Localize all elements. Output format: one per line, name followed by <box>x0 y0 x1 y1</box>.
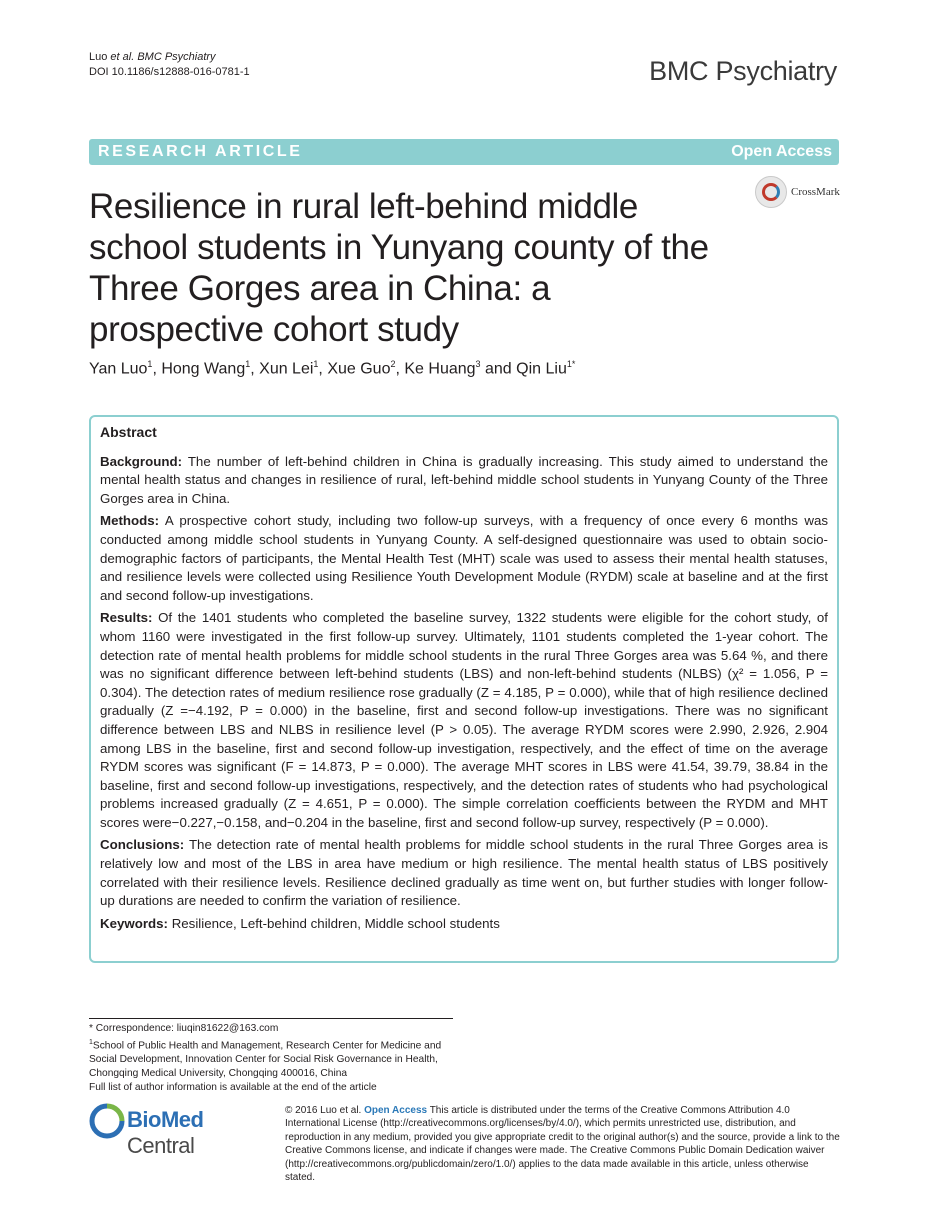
license-text: This article is distributed under the terms of the Creative Commons Attribution 4.0 International License (http://creativecommons.org/licenses/by/4.0/), which permits unrestricted use, distribution, and reproduction in any medium, provided you give appropriate credit to the original author(s) and the source, provide a link to the Creative Commons license, and indicate if changes were made. The Creative Commons Public Domain Dedication waiver (http://creativecommons.org/publicdomain/zero/1.0/) applies to the data made available in this article, unless otherwise stated. <box>285 1105 840 1184</box>
crossmark-label: CrossMark <box>791 186 840 198</box>
background-label: Background: <box>100 453 183 469</box>
article-type-label: RESEARCH ARTICLE <box>98 143 303 160</box>
crossmark-badge[interactable] <box>755 176 845 210</box>
logo-bio: BioMed <box>127 1107 204 1132</box>
biomed-central-logo-icon <box>89 1103 125 1139</box>
license-prefix: © 2016 Luo et al. <box>285 1105 365 1116</box>
background-text: The number of left-behind children in China is gradually increasing. This study aimed to understand the mental health status and changes in resilience of rural, left-behind middle school students in Yunyang County of the Three Gorges area in China. <box>100 453 828 506</box>
footnotes <box>89 1022 459 1095</box>
keywords-label: Keywords: <box>100 915 168 931</box>
author-affiliation: 1* <box>566 359 576 369</box>
doi: DOI 10.1186/s12888-016-0781-1 <box>89 66 250 78</box>
abstract-conclusions <box>100 836 828 910</box>
author-name: Yan Luo <box>89 360 148 378</box>
open-access-label: Open Access <box>731 143 832 160</box>
affiliation-number: 1 <box>89 1039 93 1046</box>
abstract-box <box>89 415 839 963</box>
abstract-results <box>100 609 828 832</box>
affiliation <box>89 1036 459 1081</box>
correspondence: * Correspondence: liuqin81622@163.com <box>89 1023 279 1034</box>
footnote-divider <box>89 1018 453 1019</box>
results-label: Results: <box>100 610 153 626</box>
author-name: Hong Wang <box>161 360 246 378</box>
methods-text: A prospective cohort study, including two follow-up surveys, with a frequency of once every 6 months was conducted among middle school students in Yunyang County. A self-designed questionnaire was used to obtain socio-demographic factors of participants, the Mental Health Test (MHT) scale was used to assess their mental health statuses, and resilience levels were collected using Resilience Youth Development Module (RYDM) scale at baseline and at the first and second follow-up investigations. <box>100 513 828 603</box>
journal-name: BMC Psychiatry <box>649 56 837 86</box>
abstract-methods <box>100 512 828 605</box>
author-name: Xue Guo <box>327 360 391 378</box>
author-affiliation: 2 <box>390 359 396 369</box>
author-affiliation: 1 <box>313 359 319 369</box>
citation-author: Luo <box>89 51 111 63</box>
citation-journal: et al. BMC Psychiatry <box>110 51 216 63</box>
crossmark-icon <box>755 176 787 208</box>
license-statement <box>285 1104 840 1184</box>
license-open-access: Open Access <box>364 1105 428 1116</box>
citation-header <box>89 50 250 80</box>
author-name: Qin Liu <box>516 360 567 378</box>
author-name: Xun Lei <box>259 360 314 378</box>
abstract-keywords <box>100 915 828 934</box>
author-info-note: Full list of author information is available at the end of the article <box>89 1082 377 1094</box>
methods-label: Methods: <box>100 513 160 529</box>
author-affiliation: 3 <box>475 359 481 369</box>
author-list: Yan Luo$^1$, Hong Wang$^1$, Xun Lei$^1$, Xue Guo$^2$, Ke Huang$^3$ and Qin Liu$^{1*}$ <box>89 359 576 378</box>
conclusions-text: The detection rate of mental health problems for middle school students in the rural Three Gorges area is relatively low and most of the LBS in area have medium or high resilience. The mental health status of LBS positively correlated with their resilience levels. Resilience declined gradually as time went on, but further studies with longer follow-up durations are needed to confirm the variation of resilience. <box>100 837 828 909</box>
biomed-central-logo <box>89 1103 269 1158</box>
author-affiliation: 1 <box>245 359 251 369</box>
article-type-banner <box>89 139 839 165</box>
author-affiliation: 1 <box>147 359 153 369</box>
abstract-background <box>100 453 828 509</box>
affiliation-text: School of Public Health and Management, Research Center for Medicine and Social Development, Innovation Center for Social Risk Governance in Health, Chongqing Medical University, Chongqing 400016, China <box>89 1040 442 1080</box>
author-name: Ke Huang <box>404 360 476 378</box>
keywords-text: Resilience, Left-behind children, Middle school students <box>171 915 500 931</box>
abstract-heading: Abstract <box>100 424 157 440</box>
conclusions-label: Conclusions: <box>100 837 185 853</box>
results-text: Of the 1401 students who completed the baseline survey, 1322 students were eligible for the cohort study, of whom 1160 were investigated in the first follow-up survey. Ultimately, 1101 students completed the 1-year cohort. The detection rate of mental health problems for middle school students in the rural Three Gorges area was 5.64 %, and there was no significant difference between left-behind students (LBS) and non-left-behind students (NLBS) (χ² = 1.056, P = 0.304). The detection rates of medium resilience rose gradually (Z = 4.185, P = 0.000), while that of high resilience declined gradually (Z =−4.192, P = 0.000) in the baseline, first and second follow-up investigations. There was no significant difference between LBS and NLBS in resilience level (P > 0.05). The average RYDM scores were 2.990, 2.926, 2.904 among LBS in the baseline, first and second follow-up investigation, respectively, and the effect of time on the average RYDM scores was significant (F = 14.873, P = 0.000). The average MHT scores in LBS were 41.54, 39.79, 38.84 in the baseline, first and second follow-up investigations, respectively, and the detection rates of students who had psychological problems increased gradually (Z = 4.651, P = 0.000). The simple correlation coefficients between the RYDM and MHT scores were−0.227,−0.158, and−0.204 in the baseline, first and second follow-up survey, respectively (P = 0.000). <box>100 610 828 830</box>
logo-central: Central <box>127 1133 195 1158</box>
article-title: Resilience in rural left-behind middle school students in Yunyang county of the Three Gorges area in China: a prospective cohort study <box>89 187 709 349</box>
